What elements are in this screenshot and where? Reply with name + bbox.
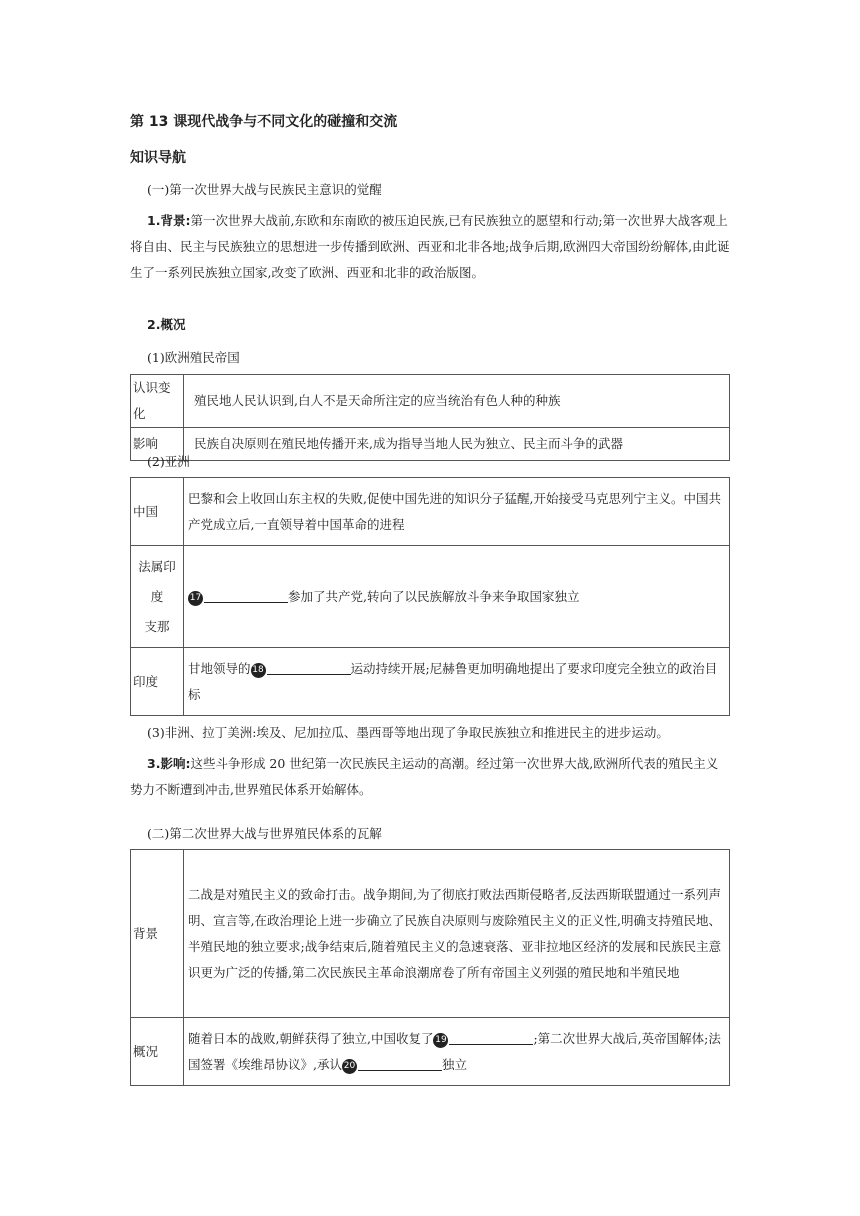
row-text: 殖民地人民认识到,白人不是天命所注定的应当统治有色人种的种族	[184, 375, 730, 428]
answer-blank-19[interactable]	[449, 1030, 533, 1045]
row-label-overview: 概况	[131, 1018, 184, 1086]
table-row	[131, 850, 730, 1018]
row-text: 民族自决原则在殖民地传播开来,成为指导当地人民为独立、民主而斗争的武器	[184, 428, 730, 461]
background-label: 1.背景:	[147, 213, 191, 228]
europe-heading: (1)欧洲殖民帝国	[147, 350, 240, 365]
blank-number-17: 17	[188, 591, 203, 606]
asia-table	[130, 477, 730, 716]
impact-text: 这些斗争形成 20 世纪第一次民族民主运动的高潮。经过第一次世界大战,欧洲所代表的殖民主义势力不断遭到冲击,世界殖民体系开始解体。	[130, 756, 719, 797]
row-text-overview: 随着日本的战败,朝鲜获得了独立,中国收复了 19 ;第二次世界大战后,英帝国解体;法国签署《埃维昂协议》,承认 20 独立	[184, 1018, 730, 1086]
row-label: 影响	[131, 428, 184, 461]
background-paragraph	[130, 208, 730, 286]
ww2-table	[130, 849, 730, 1086]
table-row	[131, 428, 730, 461]
asia-heading: (2)亚洲	[147, 454, 190, 469]
impact-label: 3.影响:	[147, 756, 191, 771]
table-row	[131, 648, 730, 716]
africa-latin-america-text: (3)非洲、拉丁美洲:埃及、尼加拉瓜、墨西哥等地出现了争取民族独立和推进民主的进步运动。	[147, 725, 669, 740]
row-text-background: 二战是对殖民主义的致命打击。战争期间,为了彻底打败法西斯侵略者,反法西斯联盟通过一系列声明、宣言等,在政治理论上进一步确立了民族自决原则与废除殖民主义的正义性,明确支持殖民地、半殖民地的独立要求;战争结束后,随着殖民主义的急速衰落、亚非拉地区经济的发展和民族民主意识更为广泛的传播,第二次民族民主革命浪潮席卷了所有帝国主义列强的殖民地和半殖民地	[184, 850, 730, 1018]
row-label-india: 印度	[131, 648, 184, 716]
row-text-indochina: 17 参加了共产党,转向了以民族解放斗争来争取国家独立	[184, 546, 730, 648]
row-text-china: 巴黎和会上收回山东主权的失败,促使中国先进的知识分子猛醒,开始接受马克思列宁主义。中国共产党成立后,一直领导着中国革命的进程	[184, 478, 730, 546]
answer-blank-20[interactable]	[358, 1056, 442, 1071]
part2-heading: (二)第二次世界大战与世界殖民体系的瓦解	[147, 826, 382, 841]
europe-table	[130, 374, 730, 461]
table-row	[131, 478, 730, 546]
section-subtitle: 知识导航	[130, 150, 186, 166]
row-label-background: 背景	[131, 850, 184, 1018]
blank-number-20: 20	[342, 1059, 357, 1074]
row-text-india: 甘地领导的 18 运动持续开展;尼赫鲁更加明确地提出了要求印度完全独立的政治目标	[184, 648, 730, 716]
lesson-title: 第 13 课现代战争与不同文化的碰撞和交流	[130, 114, 398, 130]
answer-blank-18[interactable]	[267, 660, 351, 675]
row-label: 认识变化	[131, 375, 184, 428]
background-text: 第一次世界大战前,东欧和东南欧的被压迫民族,已有民族独立的愿望和行动;第一次世界大战客观上将自由、民主与民族独立的思想进一步传播到欧洲、西亚和北非各地;战争后期,欧洲四大帝国纷纷解体,由此诞生了一系列民族独立国家,改变了欧洲、西亚和北非的政治版图。	[130, 213, 730, 280]
impact-paragraph	[130, 751, 730, 803]
part1-heading: (一)第一次世界大战与民族民主意识的觉醒	[147, 182, 382, 197]
overview-label: 2.概况	[147, 317, 186, 332]
table-row	[131, 546, 730, 648]
answer-blank-17[interactable]	[204, 588, 288, 603]
row-label-indochina: 法属印 度 支那	[131, 546, 184, 648]
table-row	[131, 375, 730, 428]
blank-number-18: 18	[251, 663, 266, 678]
blank-number-19: 19	[433, 1033, 448, 1048]
row-label-china: 中国	[131, 478, 184, 546]
table-row	[131, 1018, 730, 1086]
